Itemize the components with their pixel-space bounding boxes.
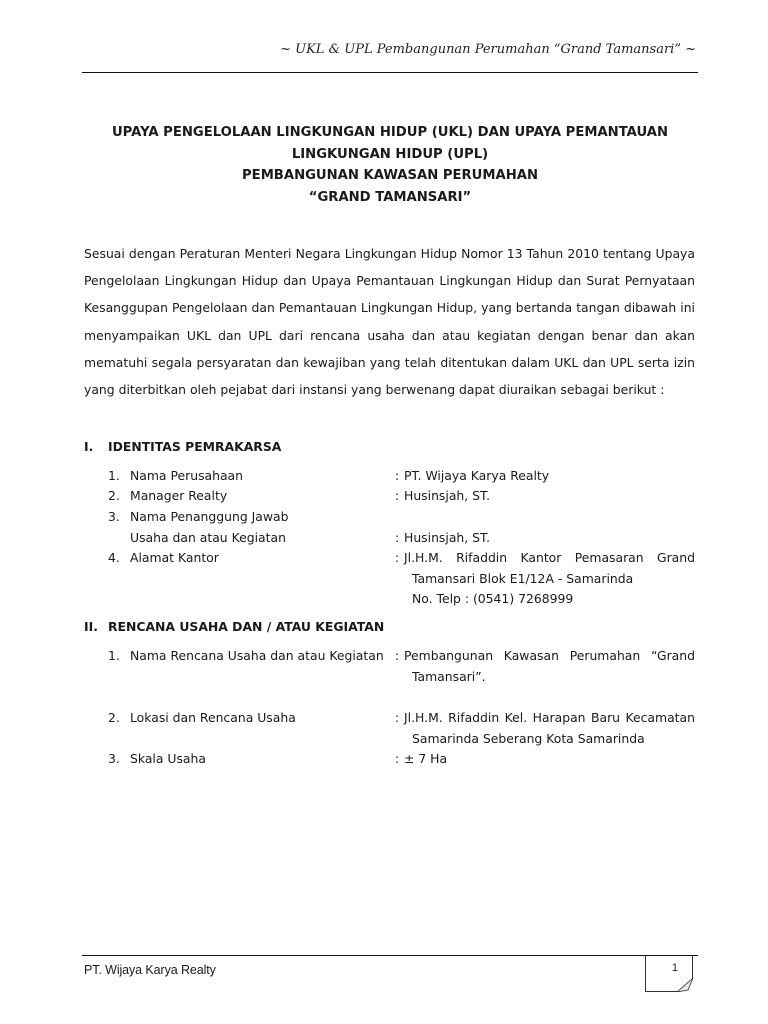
- page-curl-icon: [677, 978, 693, 992]
- page-number-box: [645, 956, 693, 992]
- title-line-2: LINGKUNGAN HIDUP (UPL): [291, 146, 489, 162]
- item-number: 3.: [108, 509, 120, 524]
- page-number: 1: [671, 962, 678, 974]
- address-line-2: Tamansari Blok E1/12A - Samarinda: [412, 570, 634, 586]
- item-value: Husinsjah, ST.: [404, 530, 491, 545]
- item-value: [404, 548, 695, 610]
- item-label-line-1: Nama Penanggung Jawab: [130, 509, 289, 524]
- item-label: Manager Realty: [130, 488, 228, 503]
- address-line-1: Jl.H.M. Rifaddin Kantor Pemasaran Grand: [404, 550, 695, 565]
- section-heading-identitas: [84, 437, 281, 457]
- item-label: Nama Perusahaan: [130, 468, 244, 483]
- footer-company: PT. Wijaya Karya Realty: [84, 963, 216, 977]
- title-line-1: UPAYA PENGELOLAAN LINGKUNGAN HIDUP (UKL) DAN UPAYA PEMANTAUAN: [111, 125, 669, 140]
- item-number: 4.: [108, 550, 120, 565]
- item-label: Nama Rencana Usaha dan atau Kegiatan: [130, 648, 384, 663]
- location-line-2: Samarinda Seberang Kota Samarinda: [412, 730, 645, 746]
- section-heading-rencana: [84, 617, 384, 637]
- item-colon: :: [395, 710, 400, 725]
- plan-name-line-1: Pembangunan Kawasan Perumahan “Grand: [404, 648, 695, 663]
- item-value: [404, 646, 695, 687]
- item-number: 1.: [108, 648, 120, 663]
- section-number: I.: [84, 439, 94, 454]
- item-number: 2.: [108, 488, 120, 503]
- title-line-4: “GRAND TAMANSARI”: [308, 189, 472, 205]
- item-value: ± 7 Ha: [404, 751, 448, 766]
- item-value: Husinsjah, ST.: [404, 488, 491, 503]
- intro-paragraph: Sesuai dengan Peraturan Menteri Negara Lingkungan Hidup Nomor 13 Tahun 2010 tentang Upaya Pengelolaan Lingkungan Hidup dan Upaya Pemantauan Lingkungan Hidup dan Surat Pernyataan Kesanggupan Pengelolaan dan Pemantauan Lingkungan Hidup, yang bertanda tangan dibawah ini menyampaikan UKL dan UPL dari rencana usaha dan atau kegiatan dengan benar dan akan mematuhi segala persyaratan dan kewajiban yang telah ditentukan dalam UKL dan UPL serta izin yang diterbitkan oleh pejabat dari instansi yang berwenang dapat diuraikan sebagai berikut :: [84, 246, 695, 398]
- header-divider: [82, 72, 698, 73]
- item-colon: :: [395, 550, 400, 565]
- plan-name-line-2: Tamansari”.: [412, 668, 486, 684]
- item-label: Skala Usaha: [130, 751, 206, 766]
- item-colon: :: [395, 751, 400, 766]
- item-label: Alamat Kantor: [130, 550, 219, 565]
- section-title: RENCANA USAHA DAN / ATAU KEGIATAN: [108, 619, 385, 634]
- section-number: II.: [84, 619, 98, 634]
- item-colon: :: [395, 488, 400, 503]
- footer-divider: [82, 955, 698, 956]
- item-number: 1.: [108, 468, 120, 483]
- item-label-line-2: Usaha dan atau Kegiatan: [130, 530, 286, 545]
- title-line-3: PEMBANGUNAN KAWASAN PERUMAHAN: [242, 168, 538, 183]
- item-number: 3.: [108, 751, 120, 766]
- location-line-1: Jl.H.M. Rifaddin Kel. Harapan Baru Kecamatan: [404, 710, 695, 725]
- running-header: ~ UKL & UPL Pembangunan Perumahan “Grand Tamansari” ~: [280, 42, 696, 57]
- phone-line: No. Telp : (0541) 7268999: [412, 591, 574, 606]
- item-colon: :: [395, 648, 400, 663]
- item-value: [404, 708, 695, 749]
- item-colon: :: [395, 530, 400, 545]
- item-colon: :: [395, 468, 400, 483]
- item-label: Lokasi dan Rencana Usaha: [130, 710, 296, 725]
- document-title: [82, 122, 698, 208]
- item-number: 2.: [108, 710, 120, 725]
- item-value: PT. Wijaya Karya Realty: [404, 468, 550, 483]
- section-title: IDENTITAS PEMRAKARSA: [108, 439, 282, 454]
